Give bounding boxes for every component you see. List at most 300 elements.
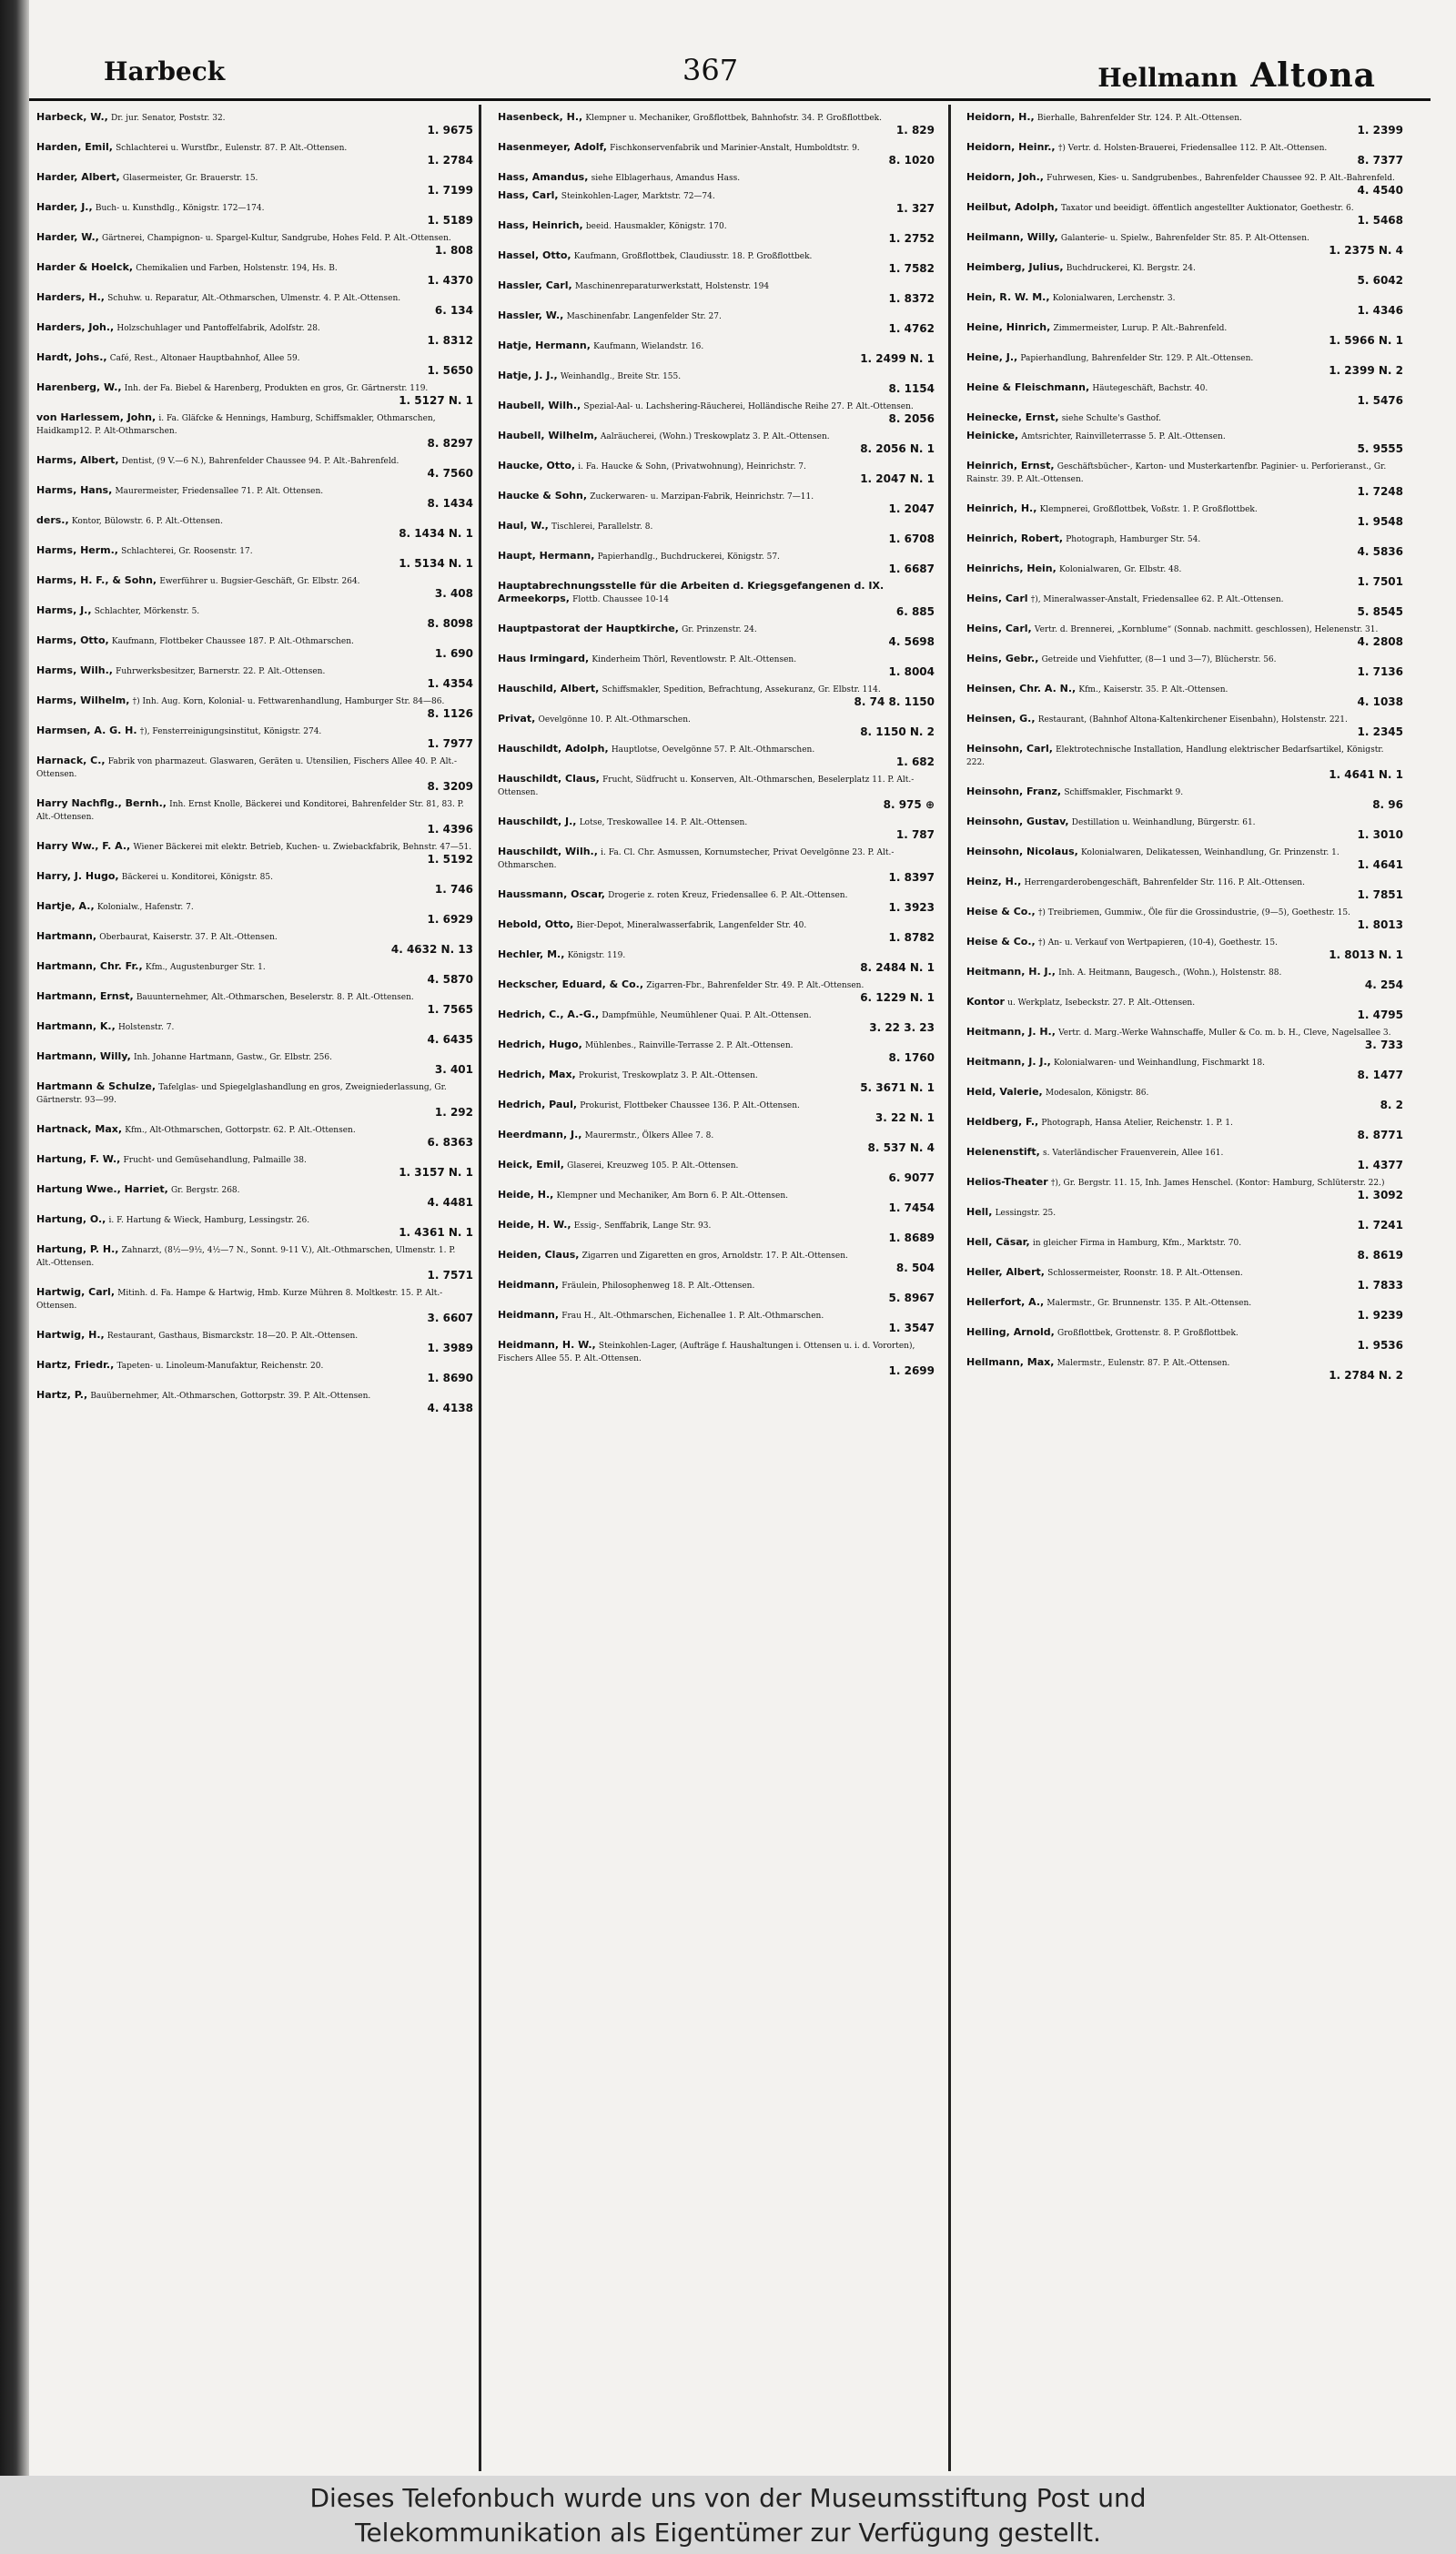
entry-description: Lessingstr. 25. [995,1209,1057,1218]
entry-phone-number: 8. 1434 [427,497,473,510]
entry-phone-number: 1. 746 [434,883,473,896]
entry-phone-number: 1. 4795 [1357,1008,1403,1021]
directory-entry [36,990,473,1016]
entry-phone-number: 8. 2484 N. 1 [860,961,935,974]
entry-phone-number: 1. 5476 [1357,394,1403,407]
directory-entry [498,309,935,335]
entry-phone-number: 3. 401 [434,1063,473,1076]
entry-description: Prokurist, Treskowplatz 3. P. Alt.-Ottensen. [578,1071,758,1080]
entry-phone-number: 1. 2399 [1357,124,1403,137]
entry-description: Schlossermeister, Roonstr. 18. P. Alt.-Ottensen. [1047,1269,1243,1278]
entry-name: Hartung, F. W., [36,1153,121,1165]
directory-entry [498,1189,935,1214]
directory-entry [966,713,1403,738]
entry-phone-number: 1. 9675 [427,124,473,137]
entry-name: Heerdmann, J., [498,1129,582,1140]
entry-name: Heller, Albert, [966,1266,1045,1278]
entry-description: Kaufmann, Flottbeker Chaussee 187. P. Alt.-Othmarschen. [111,637,354,646]
directory-entry [498,713,935,738]
entry-name: Harbeck, W., [36,111,108,123]
entry-description: Tapeten- u. Linoleum-Manufaktur, Reichenstr. 20. [116,1362,324,1371]
entry-phone-number: 8. 504 [895,1262,935,1274]
entry-description: Schiffsmakler, Spedition, Befrachtung, Assekuranz, Gr. Elbstr. 114. [602,685,881,694]
directory-entry [36,664,473,690]
directory-entry [36,725,473,750]
directory-entry [498,1069,935,1094]
entry-name: Hauptpastorat der Hauptkirche, [498,623,679,634]
directory-entry [966,743,1403,781]
entry-name: Harder, Albert, [36,171,120,183]
entry-phone-number: 1. 4377 [1357,1159,1403,1171]
entry-phone-number: 8. 1126 [427,707,473,720]
entry-description: Wiener Bäckerei mit elektr. Betrieb, Kuchen- u. Zwiebackfabrik, Behnstr. 47—51. [133,843,472,852]
entry-name: Haupt, Hermann, [498,550,595,562]
entry-description: Maschinenfabr. Langenfelder Str. 27. [566,312,722,321]
entry-name: Harder, W., [36,231,99,243]
entry-description: Vertr. d. Marg.-Werke Wahnschaffe, Muller & Co. m. b. H., Cleve, Nagelsallee 3. [1058,1029,1391,1038]
entry-phone-number: 6. 1229 N. 1 [860,991,935,1004]
entry-description: Galanterie- u. Spielw., Bahrenfelder Str. 85. P. Alt-Ottensen. [1060,234,1309,243]
entry-phone-number: 1. 9536 [1357,1339,1403,1352]
entry-phone-number: 8. 1150 N. 2 [860,725,935,738]
entry-description: †), Gr. Bergstr. 11. 15, Inh. James Henschel. (Kontor: Hamburg, Schlüterstr. 22.) [1050,1179,1385,1188]
entry-phone-number: 8. 74 8. 1150 [854,695,935,708]
entry-description: Klempnerei, Großflottbek, Voßstr. 1. P. Großflottbek. [1039,505,1258,514]
directory-entry [36,411,473,450]
entry-description: Dampfmühle, Neumühlener Quai. P. Alt.-Ottensen. [602,1011,812,1020]
entry-phone-number: 1. 9239 [1357,1309,1403,1322]
entry-description: Getreide und Viehfutter, (8—1 und 3—7), Blücherstr. 56. [1041,655,1277,664]
entry-description: Gr. Prinzenstr. 24. [682,625,757,634]
entry-phone-number: 8. 1477 [1357,1069,1403,1081]
entry-description: Großflottbek, Grottenstr. 8. P. Großflottbek. [1057,1329,1239,1338]
footer-line-1: Dieses Telefonbuch wurde uns von der Museumsstiftung Post und [309,2483,1147,2513]
entry-phone-number: 1. 4762 [888,322,935,335]
entry-name: Hartmann, Ernst, [36,990,134,1002]
entry-name: Hartz, Friedr., [36,1359,115,1371]
entry-description: Holzschuhlager und Pantoffelfabrik, Adolfstr. 28. [116,324,320,333]
directory-entry [498,400,935,425]
entry-description: Tafelglas- und Spiegelglashandlung en gros, Zweigniederlassung, Gr. Gärtnerstr. 93—99. [36,1083,447,1105]
column-3 [966,111,1403,2459]
directory-entry [966,653,1403,678]
entry-name: Heidmann, H. W., [498,1339,596,1351]
entry-phone-number: 4. 4540 [1357,184,1403,197]
entry-description: Oberbaurat, Kaiserstr. 37. P. Alt.-Ottensen. [99,933,278,942]
entry-phone-number: 8. 1434 N. 1 [399,527,473,540]
directory-entry [36,321,473,347]
header-last-entry [1097,56,1376,95]
entry-description: Bauübernehmer, Alt.-Othmarschen, Gottorpstr. 39. P. Alt.-Ottensen. [90,1392,371,1401]
entry-name: Privat, [498,713,536,725]
entry-phone-number: 1. 8690 [427,1372,473,1384]
entry-phone-number: 8. 8619 [1357,1249,1403,1262]
entry-phone-number: 1. 6929 [427,913,473,926]
entry-description: Weinhandlg., Breite Str. 155. [560,372,682,381]
entry-description: Frau H., Alt.-Othmarschen, Eichenallee 1. P. Alt.-Othmarschen. [561,1312,824,1321]
entry-description: Bäckerei u. Konditorei, Königstr. 85. [121,873,273,882]
header-rule [29,98,1431,101]
entry-name: Harry Nachflg., Bernh., [36,797,167,809]
entry-name: Harenberg, W., [36,381,122,393]
entry-phone-number: 5. 6042 [1357,274,1403,287]
directory-entry [966,906,1403,931]
directory-entry [498,1219,935,1244]
entry-name: Hass, Amandus, [498,171,589,183]
directory-entry [36,1243,473,1282]
directory-entry [966,141,1403,167]
entry-phone-number: 8. 537 N. 4 [867,1141,935,1154]
directory-entry [966,411,1403,425]
entry-phone-number: 3. 408 [434,587,473,600]
entry-phone-number: 1. 808 [434,244,473,257]
entry-name: Hein, R. W. M., [966,291,1050,303]
entry-name: Hartung, O., [36,1213,106,1225]
entry-name: Heins, Gebr., [966,653,1039,664]
entry-phone-number: 1. 682 [895,755,935,768]
directory-entry [966,111,1403,137]
directory-entry [36,1286,473,1324]
directory-entry [36,1153,473,1179]
entry-phone-number: 4. 5836 [1357,545,1403,558]
directory-entry [36,454,473,480]
directory-entry [966,683,1403,708]
entry-phone-number: 1. 5192 [427,853,473,866]
entry-phone-number: 1. 5650 [427,364,473,377]
entry-phone-number: 1. 2752 [888,232,935,245]
entry-name: Hedrich, Paul, [498,1099,578,1110]
entry-description: Buch- u. Kunsthdlg., Königstr. 172—174. [95,204,265,213]
entry-description: Gr. Bergstr. 268. [170,1186,240,1195]
entry-phone-number: 8. 1760 [888,1051,935,1064]
directory-entry [966,1266,1403,1292]
entry-description: s. Vaterländischer Frauenverein, Allee 161. [1043,1149,1224,1158]
column-2 [498,111,935,2459]
entry-phone-number: 1. 8013 [1357,918,1403,931]
entry-description: Kfm., Kaiserstr. 35. P. Alt.-Ottensen. [1078,685,1228,694]
entry-phone-number: 1. 8689 [888,1231,935,1244]
entry-name: Hassel, Otto, [498,249,571,261]
entry-description: Frucht, Südfrucht u. Konserven, Alt.-Othmarschen, Beselerplatz 11. P. Alt.-Ottensen. [498,775,915,797]
entry-description: Aalräucherei, (Wohn.) Treskowplatz 3. P. Alt.-Ottensen. [600,432,830,441]
entry-description: Papierhandlung, Bahrenfelder Str. 129. P. Alt.-Ottensen. [1020,354,1254,363]
entry-name: Heine, J., [966,351,1018,363]
directory-entry [966,1206,1403,1231]
entry-name: Hebold, Otto, [498,918,574,930]
entry-description: Restaurant, (Bahnhof Altona-Kaltenkirchener Eisenbahn), Holstenstr. 221. [1037,715,1348,725]
entry-name: Held, Valerie, [966,1086,1043,1098]
directory-entry [966,876,1403,901]
directory-entry [36,111,473,137]
entry-description: Maurermeister, Friedensallee 71. P. Alt. Ottensen. [115,487,324,496]
directory-entry [966,1296,1403,1322]
entry-phone-number: 6. 134 [434,304,473,317]
entry-phone-number: 1. 7571 [427,1269,473,1282]
directory-entry [966,231,1403,257]
entry-phone-number: 1. 5468 [1357,214,1403,227]
directory-entry [36,797,473,836]
entry-description: Dentist, (9 V.—6 N.), Bahrenfelder Chaussee 94. P. Alt.-Bahrenfeld. [121,457,399,466]
entry-phone-number: 1. 8782 [888,931,935,944]
entry-description: Drogerie z. roten Kreuz, Friedensallee 6. P. Alt.-Ottensen. [608,891,848,900]
entry-name: Heide, H. W., [498,1219,571,1231]
entry-phone-number: 8. 8297 [427,437,473,450]
entry-description: Tischlerei, Parallelstr. 8. [551,522,653,532]
entry-name: Harmsen, A. G. H. [36,725,137,736]
entry-description: Maschinenreparaturwerkstatt, Holstenstr. 194 [574,282,770,291]
header-last-name: Hellmann [1097,63,1239,93]
entry-description: Kolonialwaren, Gr. Elbstr. 48. [1059,565,1182,574]
entry-description: Zimmermeister, Lurup. P. Alt.-Bahrenfeld. [1053,324,1228,333]
entry-phone-number: 4. 2808 [1357,635,1403,648]
entry-name: Haucke, Otto, [498,460,576,471]
entry-name: Harms, Herm., [36,544,118,556]
entry-name: Heise & Co., [966,936,1036,948]
directory-entry [498,171,935,185]
entry-description: Photograph, Hamburger Str. 54. [1066,535,1201,544]
directory-entry [36,1329,473,1354]
directory-entry [966,1236,1403,1262]
directory-entry [36,930,473,956]
entry-phone-number: 3. 22 3. 23 [869,1021,935,1034]
directory-entry [498,490,935,515]
entry-name: Heitmann, J. J., [966,1056,1051,1068]
entry-name: Heide, H., [498,1189,554,1201]
directory-entry [36,141,473,167]
entry-phone-number: 1. 7241 [1357,1219,1403,1231]
entry-description: Kolonialwaren, Delikatessen, Weinhandlung, Gr. Prinzenstr. 1. [1081,848,1340,857]
entry-phone-number: 5. 9555 [1357,442,1403,455]
entry-name: Harry, J. Hugo, [36,870,119,882]
entry-description: Fabrik von pharmazeut. Glaswaren, Geräten u. Utensilien, Fischers Allee 40. P. Alt.-Ottensen. [36,757,457,779]
entry-description: †) An- u. Verkauf von Wertpapieren, (10-4), Goethestr. 15. [1037,938,1278,948]
entry-phone-number: 6. 8363 [427,1136,473,1149]
entry-description: Kfm., Augustenburger Str. 1. [145,963,266,972]
entry-description: Glasermeister, Gr. Brauerstr. 15. [122,174,258,183]
entry-name: Hellmann, Max, [966,1356,1055,1368]
entry-name: Hell, Cäsar, [966,1236,1030,1248]
entry-name: Heins, Carl [966,593,1028,604]
directory-entry [498,1159,935,1184]
directory-entry [966,201,1403,227]
directory-entry [966,261,1403,287]
entry-description: Schlachterei, Gr. Roosenstr. 17. [121,547,253,556]
directory-entry [498,1279,935,1304]
entry-description: Dr. jur. Senator, Poststr. 32. [111,114,226,123]
entry-phone-number: 4. 254 [1364,978,1403,991]
entry-name: Hauschildt, Claus, [498,773,600,785]
entry-name: Heinsohn, Carl, [966,743,1053,755]
entry-name: Helling, Arnold, [966,1326,1055,1338]
entry-name: Hedrich, Hugo, [498,1039,582,1050]
entry-name: Heinicke, [966,430,1019,441]
entry-name: Kontor [966,996,1005,1008]
entry-description: Hauptlotse, Oevelgönne 57. P. Alt.-Othmarschen. [611,745,815,755]
entry-name: Heitmann, H. J., [966,966,1056,978]
entry-description: Inh. Johanne Hartmann, Gastw., Gr. Elbstr. 256. [134,1053,332,1062]
entry-description: siehe Elblagerhaus, Amandus Hass. [591,174,741,183]
entry-name: Harden, Emil, [36,141,113,153]
entry-phone-number: 1. 4346 [1357,304,1403,317]
directory-entry [36,1389,473,1414]
entry-description: Ewerführer u. Bugsier-Geschäft, Gr. Elbstr. 264. [159,577,360,586]
entry-name: Heilbut, Adolph, [966,201,1058,213]
entry-description: Kolonialwaren, Lerchenstr. 3. [1052,294,1176,303]
footer-notice [0,2476,1456,2554]
directory-entry [498,189,935,215]
entry-name: Heinsohn, Franz, [966,785,1062,797]
entry-phone-number: 1. 3092 [1357,1189,1403,1201]
entry-description: Kaufmann, Großflottbek, Claudiusstr. 18. P. Großflottbek. [573,252,813,261]
entry-name: Hasenbeck, H., [498,111,583,123]
directory-entry [498,846,935,884]
directory-entry [498,520,935,545]
directory-entry [966,936,1403,961]
entry-name: Helenenstift, [966,1146,1040,1158]
entry-name: Heine, Hinrich, [966,321,1051,333]
directory-entry [966,430,1403,455]
entry-name: Haucke & Sohn, [498,490,588,502]
entry-name: Hartmann, K., [36,1020,116,1032]
entry-description: Inh. der Fa. Biebel & Harenberg, Produkten en gros, Gr. Gärtnerstr. 119. [124,384,429,393]
directory-entry [966,1116,1403,1141]
entry-description: Zahnarzt, (8½—9½, 4½—7 N., Sonnt. 9-11 V.), Alt.-Othmarschen, Ulmenstr. 1. P. Alt.-Ottensen. [36,1246,456,1268]
entry-phone-number: 1. 2499 N. 1 [860,352,935,365]
entry-description: Modesalon, Königstr. 86. [1045,1089,1149,1098]
entry-phone-number: 8. 7377 [1357,154,1403,167]
entry-description: siehe Schulte's Gasthof. [1061,414,1161,423]
directory-entry [498,888,935,914]
entry-phone-number: 1. 2375 N. 4 [1329,244,1403,257]
entry-description: †), Mineralwasser-Anstalt, Friedensallee 62. P. Alt.-Ottensen. [1030,595,1284,604]
entry-phone-number: 5. 3671 N. 1 [860,1081,935,1094]
entry-name: Heinz, H., [966,876,1022,887]
directory-entry [498,948,935,974]
directory-entry [966,502,1403,528]
entry-description: Königstr. 119. [567,951,626,960]
directory-entry [36,171,473,197]
entry-description: Fuhrwerksbesitzer, Barnerstr. 22. P. Alt.-Ottensen. [116,667,326,676]
entry-description: Holstenstr. 7. [117,1023,175,1032]
entry-description: Elektrotechnische Installation, Handlung elektrischer Bedarfsartikel, Königstr. 222. [966,745,1384,767]
entry-description: Flottb. Chaussee 10-14 [572,595,669,604]
entry-description: Bier-Depot, Mineralwasserfabrik, Langenfelder Str. 40. [576,921,807,930]
entry-description: Essig-, Senffabrik, Lange Str. 93. [573,1221,712,1231]
entry-name: Heinsen, Chr. A. N., [966,683,1077,694]
entry-name: Heidorn, Joh., [966,171,1044,183]
entry-phone-number: 1. 4641 [1357,858,1403,871]
entry-name: Hartung Wwe., Harriet, [36,1183,168,1195]
entry-name: Hartmann, Willy, [36,1050,131,1062]
header-first-entry: Harbeck [104,56,226,86]
entry-phone-number: 1. 6708 [888,532,935,545]
entry-description: Spezial-Aal- u. Lachshering-Räucherei, Holländische Reihe 27. P. Alt.-Ottensen. [583,402,914,411]
directory-entry [966,381,1403,407]
directory-entry [498,1039,935,1064]
entry-phone-number: 1. 2699 [888,1364,935,1377]
entry-description: Buchdruckerei, Kl. Bergstr. 24. [1066,264,1196,273]
entry-description: Zigarren-Fbr., Bahrenfelder Str. 49. P. Alt.-Ottensen. [646,981,864,990]
directory-entry [966,593,1403,618]
entry-description: Restaurant, Gasthaus, Bismarckstr. 18—20. P. Alt.-Ottensen. [106,1332,359,1341]
directory-entry [36,351,473,377]
entry-phone-number: 1. 2784 N. 2 [1329,1369,1403,1382]
entry-phone-number: 1. 4396 [427,823,473,836]
entry-phone-number: 8. 3209 [427,780,473,793]
entry-description: †) Vertr. d. Holsten-Brauerei, Friedensallee 112. P. Alt.-Ottensen. [1057,144,1328,153]
entry-description: Schlachterei u. Wurstfbr., Eulenstr. 87. P. Alt.-Ottensen. [116,144,348,153]
directory-entry [966,532,1403,558]
entry-phone-number: 1. 3989 [427,1342,473,1354]
entry-name: Hatje, J. J., [498,370,558,381]
entry-description: i. Fa. Cl. Chr. Asmussen, Kornumstecher, Privat Oevelgönne 23. P. Alt.-Othmarschen. [498,848,895,870]
directory-entry [498,340,935,365]
entry-name: Heidmann, [498,1309,560,1321]
entry-description: Zuckerwaren- u. Marzipan-Fabrik, Heinrichstr. 7—11. [590,492,814,502]
directory-entry [36,381,473,407]
entry-name: Harms, H. F., & Sohn, [36,574,157,586]
entry-description: Schlachter, Mörkenstr. 5. [94,607,200,616]
entry-phone-number: 1. 5189 [427,214,473,227]
directory-entry [966,1176,1403,1201]
entry-name: Hartz, P., [36,1389,88,1401]
entry-phone-number: 4. 1038 [1357,695,1403,708]
entry-name: Harders, Joh., [36,321,115,333]
directory-entry [498,219,935,245]
entry-description: Malermstr., Eulenstr. 87. P. Alt.-Ottensen. [1057,1359,1230,1368]
entry-phone-number: 8. 1020 [888,154,935,167]
directory-entry [36,1359,473,1384]
entry-phone-number: 8. 8098 [427,617,473,630]
entry-description: Fräulein, Philosophenweg 18. P. Alt.-Ottensen. [561,1282,755,1291]
entry-phone-number: 1. 6687 [888,562,935,575]
entry-name: Hartnack, Max, [36,1123,123,1135]
directory-entry [36,1080,473,1119]
directory-entry [498,249,935,275]
entry-phone-number: 5. 8545 [1357,605,1403,618]
entry-description: Bierhalle, Bahrenfelder Str. 124. P. Alt.-Ottensen. [1036,114,1242,123]
directory-entry [966,1356,1403,1382]
entry-name: Heldberg, F., [966,1116,1039,1128]
column-divider-2 [948,105,951,2471]
directory-entry [498,743,935,768]
entry-name: Harder & Hoelck, [36,261,134,273]
entry-description: Klempner u. Mechaniker, Großflottbek, Bahnhofstr. 34. P. Großflottbek. [585,114,883,123]
entry-name: Hass, Heinrich, [498,219,583,231]
entry-description: Schiffsmakler, Fischmarkt 9. [1064,788,1184,797]
directory-entry [498,1309,935,1334]
directory-entry [498,430,935,455]
footer-line-2: Telekommunikation als Eigentümer zur Verfügung gestellt. [355,2518,1101,2548]
entry-name: Hartwig, Carl, [36,1286,115,1298]
page-number: 367 [682,53,739,87]
entry-name: Hellerfort, A., [966,1296,1045,1308]
directory-entry [966,460,1403,498]
directory-entry [36,1183,473,1209]
entry-description: Steinkohlen-Lager, (Aufträge f. Haushaltungen i. Ottensen u. i. d. Vororten), Fischers Allee 55. P. Alt.-Ottensen. [498,1342,915,1363]
entry-phone-number: 4. 5698 [888,635,935,648]
entry-phone-number: 1. 7582 [888,262,935,275]
directory-entry [36,900,473,926]
entry-phone-number: 1. 3547 [888,1322,935,1334]
directory-entry [36,1123,473,1149]
entry-phone-number: 1. 8312 [427,334,473,347]
directory-entry [36,484,473,510]
entry-name: von Harlessem, John, [36,411,157,423]
entry-phone-number: 4. 7560 [427,467,473,480]
entry-phone-number: 6. 885 [895,605,935,618]
directory-entry [36,514,473,540]
